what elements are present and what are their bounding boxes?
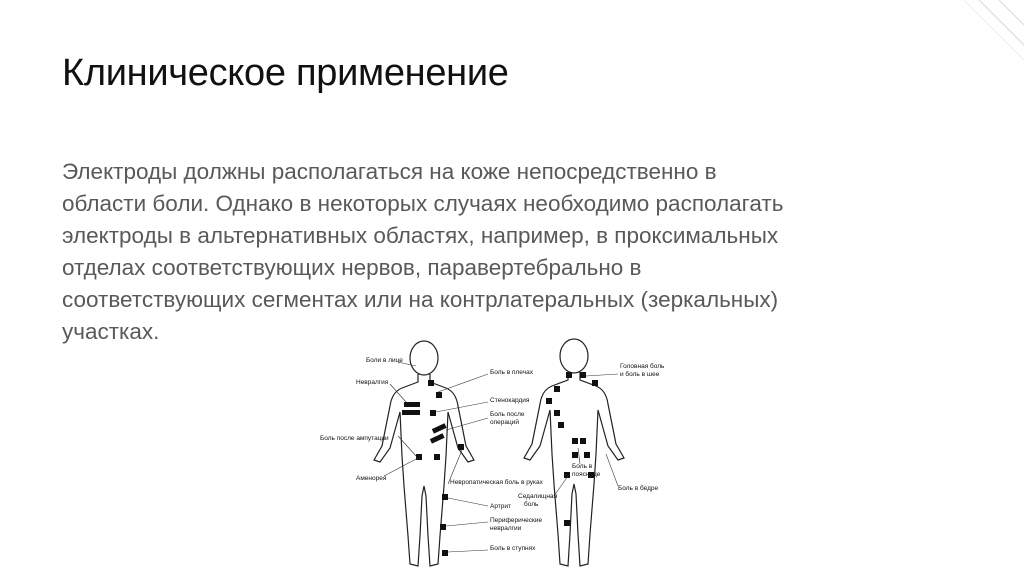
label-postop-pain-1: Боль после xyxy=(490,411,525,418)
paragraph-line: соответствующих сегментах или на контрлатеральных (зеркальных) xyxy=(62,287,779,312)
paragraph-line: электроды в альтернативных областях, например, в проксимальных xyxy=(62,223,779,248)
paragraph-line: Электроды должны располагаться на коже непосредственно в xyxy=(62,159,717,184)
electrode-placement-diagram xyxy=(318,336,678,574)
label-amputation-pain: Боль после ампутации xyxy=(320,435,389,442)
label-peripheral-neuralgia-2: невралгии xyxy=(490,525,522,532)
label-head-neck-1: Головная боль xyxy=(620,363,665,370)
slide-paragraph xyxy=(62,156,962,348)
label-postop-pain-2: операций xyxy=(490,419,519,426)
label-foot-pain: Боль в ступнях xyxy=(490,545,536,552)
front-body-outline xyxy=(374,341,474,566)
label-hip-pain: Боль в бедре xyxy=(618,485,659,492)
label-lumbar-1: Боль в xyxy=(572,463,593,470)
paragraph-line: участках. xyxy=(62,319,160,344)
label-amenorrhea: Аменорея xyxy=(356,475,387,482)
label-head-neck-2: и боль в шее xyxy=(620,371,660,378)
label-angina: Стенокардия xyxy=(490,397,530,404)
label-sciatic-2: боль xyxy=(524,501,539,508)
paragraph-line: области боли. Однако в некоторых случаях необходимо располагать xyxy=(62,191,784,216)
slide-title: Клиническое применение xyxy=(62,52,509,94)
label-face-pain: Боли в лице xyxy=(366,357,403,364)
label-arthritis: Артрит xyxy=(490,503,512,510)
electrode-placement-figure xyxy=(318,336,678,574)
label-peripheral-neuralgia-1: Периферические xyxy=(490,517,543,524)
label-sciatic-1: Седалищная xyxy=(518,493,558,500)
label-shoulder-pain: Боль в плечах xyxy=(490,369,533,376)
corner-decoration xyxy=(954,0,1024,70)
paragraph-line: отделах соответствующих нервов, паравертебрально в xyxy=(62,255,642,280)
label-hand-neuropathy: Невропатическая боль в руках xyxy=(450,479,543,486)
label-lumbar-2: пояснице xyxy=(572,471,601,478)
label-neuralgia: Невралгия xyxy=(356,379,389,386)
